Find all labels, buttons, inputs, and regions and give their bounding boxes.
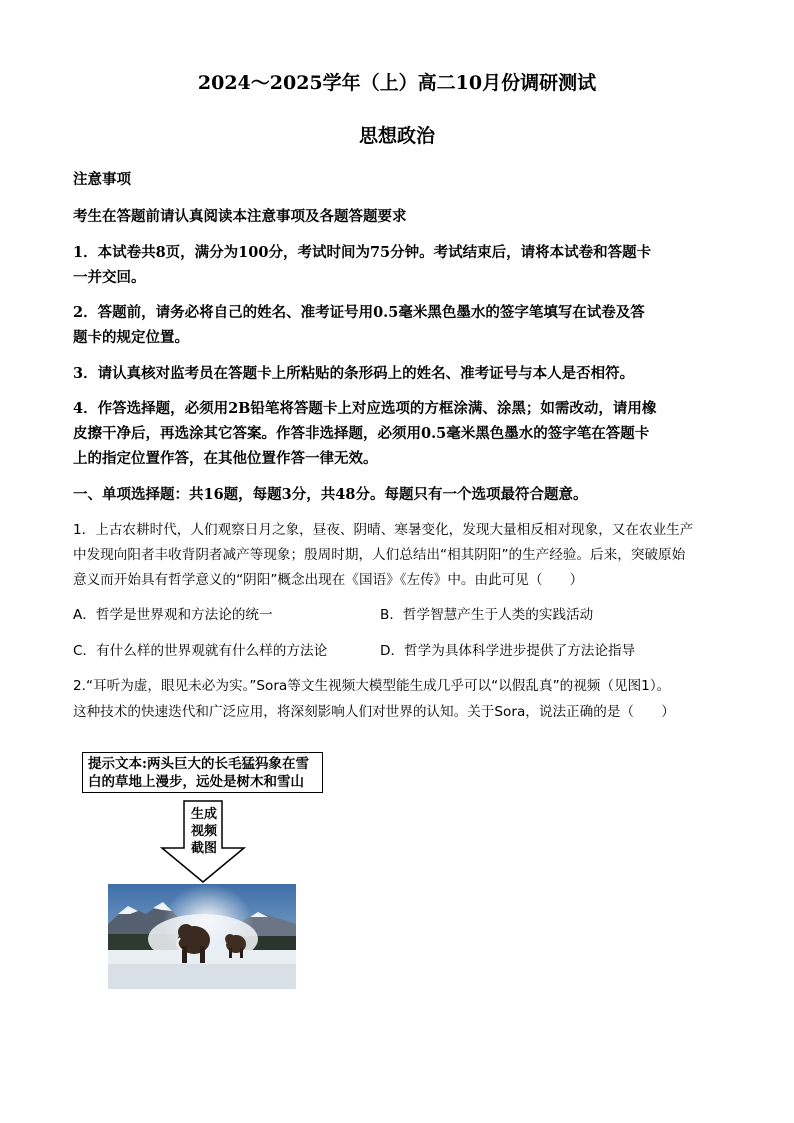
q1-stem-line-2: 中发现向阳者丰收背阴者减产等现象；殷周时期，人们总结出“相其阴阳”的生产经验。后来，突破原始 — [73, 547, 686, 563]
notice-item-3: 3．请认真核对监考员在答题卡上所粘贴的条形码上的姓名、准考证号与本人是否相符。 — [73, 365, 635, 382]
q1-option-b: B．哲学智慧产生于人类的实践活动 — [380, 607, 594, 623]
q1-option-a: A．哲学是世界观和方法论的统一 — [73, 607, 273, 623]
notice-item-2-line-2: 题卡的规定位置。 — [73, 329, 189, 346]
arrow-label-line-3: 截图 — [190, 841, 217, 856]
notice-intro: 考生在答题前请认真阅读本注意事项及各题答题要求 — [73, 208, 407, 225]
arrow-label-line-1: 生成 — [190, 807, 217, 822]
q1-stem-line-3: 意义而开始具有哲学意义的“阴阳”概念出现在《国语》《左传》中。由此可见（ ） — [73, 572, 584, 588]
notice-item-1-line-1: 1．本试卷共8页，满分为100分，考试时间为75分钟。考试结束后，请将本试卷和答题卡 — [73, 244, 652, 261]
q2-stem-line-1: 2.“耳听为虚，眼见未必为实。”Sora等文生视频大模型能生成几乎可以“以假乱真”的视频（见图1）。 — [73, 678, 671, 694]
notice-item-2-line-1: 2．答题前，请务必将自己的姓名、准考证号用0.5毫米黑色墨水的签字笔填写在试卷及答 — [73, 304, 645, 321]
figure-prompt-line-2: 白的草地上漫步，远处是树木和雪山 — [88, 774, 304, 790]
section-1-heading: 一、单项选择题：共16题，每题3分，共48分。每题只有一个选项最符合题意。 — [73, 486, 588, 503]
figure-prompt-box — [82, 752, 323, 793]
figure-prompt-line-1: 提示文本:两头巨大的长毛猛犸象在雪 — [88, 756, 309, 772]
arrow-label — [186, 806, 222, 857]
q2-stem-line-2: 这种技术的快速迭代和广泛应用，将深刻影响人们对世界的认知。关于Sora，说法正确的是（ ） — [73, 704, 675, 720]
notice-heading: 注意事项 — [73, 171, 131, 188]
q1-option-d: D．哲学为具体科学进步提供了方法论指导 — [380, 643, 636, 659]
q1-option-c: C．有什么样的世界观就有什么样的方法论 — [73, 643, 328, 659]
arrow-label-line-2: 视频 — [190, 824, 217, 839]
exam-subject: 思想政治 — [358, 125, 435, 147]
q1-stem-line-1: 1．上古农耕时代，人们观察日月之象，昼夜、阴晴、寒暑变化，发现大量相反相对现象，又在农业生产 — [73, 522, 694, 538]
notice-item-4-line-1: 4．作答选择题，必须用2B铅笔将答题卡上对应选项的方框涂满、涂黑；如需改动，请用橡 — [73, 400, 657, 417]
notice-item-4-line-2: 皮擦干净后，再选涂其它答案。作答非选择题，必须用0.5毫米黑色墨水的签字笔在答题卡 — [73, 425, 650, 442]
mammoth-video-screenshot — [108, 884, 296, 989]
notice-item-1-line-2: 一并交回。 — [73, 269, 146, 286]
exam-title: 2024～2025学年（上）高二10月份调研测试 — [197, 72, 597, 94]
notice-item-4-line-3: 上的指定位置作答，在其他位置作答一律无效。 — [73, 450, 378, 467]
